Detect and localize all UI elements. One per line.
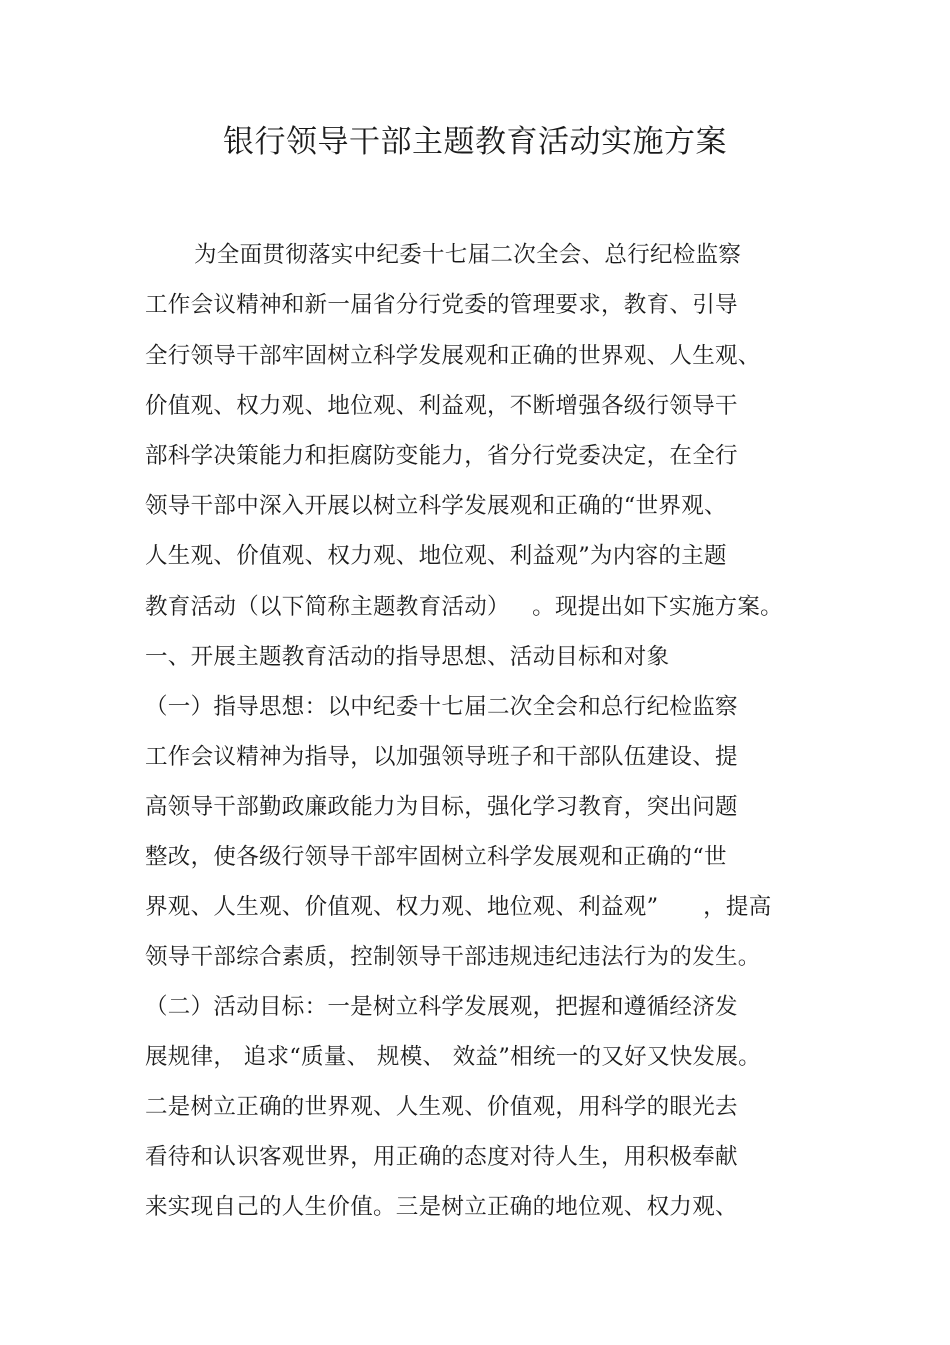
paragraph-line: 来实现自己的人生价值。三是树立正确的地位观、权力观、 [145, 1194, 738, 1220]
paragraph-line: 人生观、价值观、权力观、地位观、利益观”为内容的主题 [145, 543, 727, 569]
paragraph-line: （二）活动目标：一是树立科学发展观，把握和遵循经济发 [145, 994, 738, 1020]
paragraph-line: 教育活动（以下简称主题教育活动） 。现提出如下实施方案。 [145, 594, 783, 620]
paragraph-line: 部科学决策能力和拒腐防变能力，省分行党委决定，在全行 [145, 443, 738, 469]
paragraph-line: 领导干部综合素质，控制领导干部违规违纪违法行为的发生。 [145, 944, 761, 970]
paragraph-line: 看待和认识客观世界，用正确的态度对待人生，用积极奉献 [145, 1144, 738, 1170]
paragraph-line: （一）指导思想：以中纪委十七届二次全会和总行纪检监察 [145, 694, 738, 720]
paragraph-line: 为全面贯彻落实中纪委十七届二次全会、总行纪检监察 [194, 242, 742, 268]
paragraph-line: 价值观、权力观、地位观、利益观，不断增强各级行领导干 [145, 393, 738, 419]
paragraph-line: 界观、人生观、价值观、权力观、地位观、利益观” ，提高 [145, 894, 772, 920]
paragraph-line: 工作会议精神和新一届省分行党委的管理要求，教育、引导 [145, 292, 738, 318]
paragraph-line: 整改，使各级行领导干部牢固树立科学发展观和正确的“世 [145, 844, 727, 870]
paragraph-line: 高领导干部勤政廉政能力为目标，强化学习教育，突出问题 [145, 794, 738, 820]
paragraph-line: 全行领导干部牢固树立科学发展观和正确的世界观、人生观、 [145, 343, 761, 369]
paragraph-line: 展规律， 追求“质量、 规模、 效益”相统一的又好又快发展。 [145, 1044, 761, 1070]
paragraph-line: 领导干部中深入开展以树立科学发展观和正确的“世界观、 [145, 493, 727, 519]
paragraph-line: 工作会议精神为指导，以加强领导班子和干部队伍建设、提 [145, 744, 738, 770]
document-title: 银行领导干部主题教育活动实施方案 [223, 124, 727, 160]
section-heading: 一、开展主题教育活动的指导思想、活动目标和对象 [145, 644, 670, 670]
paragraph-line: 二是树立正确的世界观、人生观、价值观，用科学的眼光去 [145, 1094, 738, 1120]
